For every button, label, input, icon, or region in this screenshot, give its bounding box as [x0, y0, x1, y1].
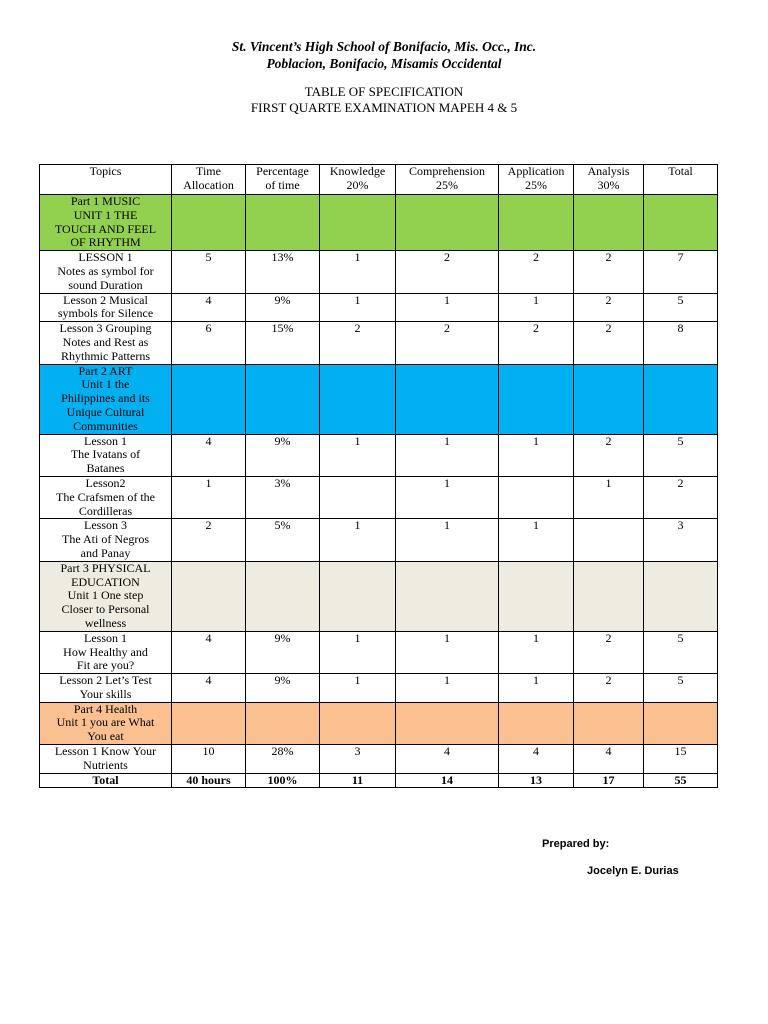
specification-table — [39, 164, 718, 788]
lesson-topic-cell: Lesson 3 Grouping Notes and Rest as Rhythmic Patterns — [40, 322, 172, 364]
lesson-analysis-cell: 1 — [574, 476, 644, 518]
lesson-comprehension-cell: 1 — [396, 631, 499, 673]
section-comprehension-cell — [396, 702, 499, 744]
total-row — [40, 773, 718, 788]
section-row — [40, 364, 718, 434]
lesson-knowledge-cell: 1 — [320, 251, 396, 293]
section-analysis-cell — [574, 195, 644, 251]
lesson-application-cell: 2 — [499, 322, 574, 364]
lesson-total-cell: 5 — [644, 434, 718, 476]
lesson-percentage-cell: 9% — [246, 293, 320, 322]
section-comprehension-cell — [396, 195, 499, 251]
lesson-percentage-cell: 15% — [246, 322, 320, 364]
lesson-topic-cell: Lesson 3 The Ati of Negros and Panay — [40, 519, 172, 561]
table-body — [40, 195, 718, 774]
lesson-total-cell: 5 — [644, 674, 718, 703]
lesson-row — [40, 251, 718, 293]
section-row — [40, 195, 718, 251]
section-topic-cell: Part 1 MUSIC UNIT 1 THE TOUCH AND FEEL OF RHYTHM — [40, 195, 172, 251]
header-topics: Topics — [40, 165, 172, 195]
school-address: Poblacion, Bonifacio, Misamis Occidental — [266, 56, 502, 71]
lesson-row — [40, 745, 718, 774]
section-percentage-cell — [246, 195, 320, 251]
total-label: Total — [40, 773, 172, 788]
lesson-knowledge-cell — [320, 476, 396, 518]
section-percentage-cell — [246, 702, 320, 744]
lesson-application-cell: 4 — [499, 745, 574, 774]
lesson-knowledge-cell: 1 — [320, 519, 396, 561]
section-percentage-cell — [246, 561, 320, 631]
lesson-time-allocation-cell: 10 — [172, 745, 246, 774]
lesson-row — [40, 631, 718, 673]
lesson-analysis-cell — [574, 519, 644, 561]
prepared-by-name: Jocelyn E. Durias — [587, 865, 679, 877]
lesson-time-allocation-cell: 1 — [172, 476, 246, 518]
lesson-knowledge-cell: 1 — [320, 293, 396, 322]
lesson-comprehension-cell: 2 — [396, 251, 499, 293]
header-time-allocation: Time Allocation — [172, 165, 246, 195]
lesson-total-cell: 7 — [644, 251, 718, 293]
section-application-cell — [499, 702, 574, 744]
lesson-comprehension-cell: 1 — [396, 293, 499, 322]
lesson-analysis-cell: 4 — [574, 745, 644, 774]
lesson-topic-cell: Lesson 2 Let’s Test Your skills — [40, 674, 172, 703]
section-total-cell — [644, 702, 718, 744]
section-total-cell — [644, 195, 718, 251]
section-topic-cell: Part 2 ART Unit 1 the Philippines and its Unique Cultural Communities — [40, 364, 172, 434]
section-total-cell — [644, 561, 718, 631]
section-topic-cell: Part 4 Health Unit 1 you are What You eat — [40, 702, 172, 744]
lesson-time-allocation-cell: 4 — [172, 293, 246, 322]
lesson-percentage-cell: 3% — [246, 476, 320, 518]
lesson-time-allocation-cell: 2 — [172, 519, 246, 561]
lesson-comprehension-cell: 2 — [396, 322, 499, 364]
section-time-allocation-cell — [172, 561, 246, 631]
lesson-total-cell: 5 — [644, 631, 718, 673]
lesson-percentage-cell: 13% — [246, 251, 320, 293]
prepared-by-label: Prepared by: — [542, 838, 610, 850]
lesson-application-cell — [499, 476, 574, 518]
header-knowledge: Knowledge 20% — [320, 165, 396, 195]
lesson-topic-cell: Lesson 1 Know Your Nutrients — [40, 745, 172, 774]
lesson-row — [40, 674, 718, 703]
lesson-percentage-cell: 28% — [246, 745, 320, 774]
section-time-allocation-cell — [172, 702, 246, 744]
table-header-row — [40, 165, 718, 195]
section-analysis-cell — [574, 702, 644, 744]
section-analysis-cell — [574, 364, 644, 434]
lesson-comprehension-cell: 4 — [396, 745, 499, 774]
section-time-allocation-cell — [172, 364, 246, 434]
lesson-total-cell: 3 — [644, 519, 718, 561]
lesson-topic-cell: LESSON 1 Notes as symbol for sound Duration — [40, 251, 172, 293]
lesson-time-allocation-cell: 4 — [172, 434, 246, 476]
lesson-knowledge-cell: 1 — [320, 631, 396, 673]
total-application: 13 — [499, 773, 574, 788]
lesson-topic-cell: Lesson 1 The Ivatans of Batanes — [40, 434, 172, 476]
section-knowledge-cell — [320, 561, 396, 631]
lesson-percentage-cell: 5% — [246, 519, 320, 561]
lesson-time-allocation-cell: 4 — [172, 674, 246, 703]
lesson-row — [40, 519, 718, 561]
section-knowledge-cell — [320, 195, 396, 251]
lesson-comprehension-cell: 1 — [396, 674, 499, 703]
lesson-comprehension-cell: 1 — [396, 519, 499, 561]
lesson-percentage-cell: 9% — [246, 631, 320, 673]
lesson-row — [40, 476, 718, 518]
school-name: St. Vincent’s High School of Bonifacio, Mis. Occ., Inc. — [231, 39, 537, 54]
lesson-analysis-cell: 2 — [574, 631, 644, 673]
lesson-time-allocation-cell: 5 — [172, 251, 246, 293]
lesson-application-cell: 1 — [499, 293, 574, 322]
lesson-time-allocation-cell: 4 — [172, 631, 246, 673]
lesson-comprehension-cell: 1 — [396, 476, 499, 518]
section-comprehension-cell — [396, 561, 499, 631]
section-percentage-cell — [246, 364, 320, 434]
lesson-percentage-cell: 9% — [246, 674, 320, 703]
lesson-row — [40, 434, 718, 476]
total-comprehension: 14 — [396, 773, 499, 788]
lesson-total-cell: 5 — [644, 293, 718, 322]
total-percentage: 100% — [246, 773, 320, 788]
lesson-application-cell: 1 — [499, 519, 574, 561]
header-application: Application 25% — [499, 165, 574, 195]
lesson-application-cell: 2 — [499, 251, 574, 293]
lesson-application-cell: 1 — [499, 674, 574, 703]
lesson-analysis-cell: 2 — [574, 322, 644, 364]
lesson-topic-cell: Lesson 2 Musical symbols for Silence — [40, 293, 172, 322]
lesson-total-cell: 2 — [644, 476, 718, 518]
lesson-knowledge-cell: 3 — [320, 745, 396, 774]
section-row — [40, 561, 718, 631]
header-analysis: Analysis 30% — [574, 165, 644, 195]
lesson-percentage-cell: 9% — [246, 434, 320, 476]
header-comprehension: Comprehension 25% — [396, 165, 499, 195]
total-knowledge: 11 — [320, 773, 396, 788]
section-analysis-cell — [574, 561, 644, 631]
section-comprehension-cell — [396, 364, 499, 434]
lesson-analysis-cell: 2 — [574, 293, 644, 322]
lesson-topic-cell: Lesson 1 How Healthy and Fit are you? — [40, 631, 172, 673]
total-grand: 55 — [644, 773, 718, 788]
header-total: Total — [644, 165, 718, 195]
lesson-analysis-cell: 2 — [574, 251, 644, 293]
lesson-topic-cell: Lesson2 The Crafsmen of the Cordilleras — [40, 476, 172, 518]
section-time-allocation-cell — [172, 195, 246, 251]
lesson-row — [40, 322, 718, 364]
lesson-total-cell: 8 — [644, 322, 718, 364]
lesson-knowledge-cell: 1 — [320, 674, 396, 703]
total-analysis: 17 — [574, 773, 644, 788]
lesson-time-allocation-cell: 6 — [172, 322, 246, 364]
section-application-cell — [499, 195, 574, 251]
lesson-row — [40, 293, 718, 322]
lesson-knowledge-cell: 2 — [320, 322, 396, 364]
section-application-cell — [499, 364, 574, 434]
total-time-allocation: 40 hours — [172, 773, 246, 788]
section-knowledge-cell — [320, 702, 396, 744]
section-knowledge-cell — [320, 364, 396, 434]
lesson-knowledge-cell: 1 — [320, 434, 396, 476]
lesson-application-cell: 1 — [499, 434, 574, 476]
lesson-total-cell: 15 — [644, 745, 718, 774]
section-application-cell — [499, 561, 574, 631]
section-row — [40, 702, 718, 744]
lesson-analysis-cell: 2 — [574, 434, 644, 476]
lesson-application-cell: 1 — [499, 631, 574, 673]
lesson-analysis-cell: 2 — [574, 674, 644, 703]
document-subtitle: FIRST QUARTE EXAMINATION MAPEH 4 & 5 — [250, 100, 518, 115]
header-percentage-of-time: Percentage of time — [246, 165, 320, 195]
lesson-comprehension-cell: 1 — [396, 434, 499, 476]
section-topic-cell: Part 3 PHYSICAL EDUCATION Unit 1 One step Closer to Personal wellness — [40, 561, 172, 631]
document-title: TABLE OF SPECIFICATION — [304, 84, 464, 99]
section-total-cell — [644, 364, 718, 434]
